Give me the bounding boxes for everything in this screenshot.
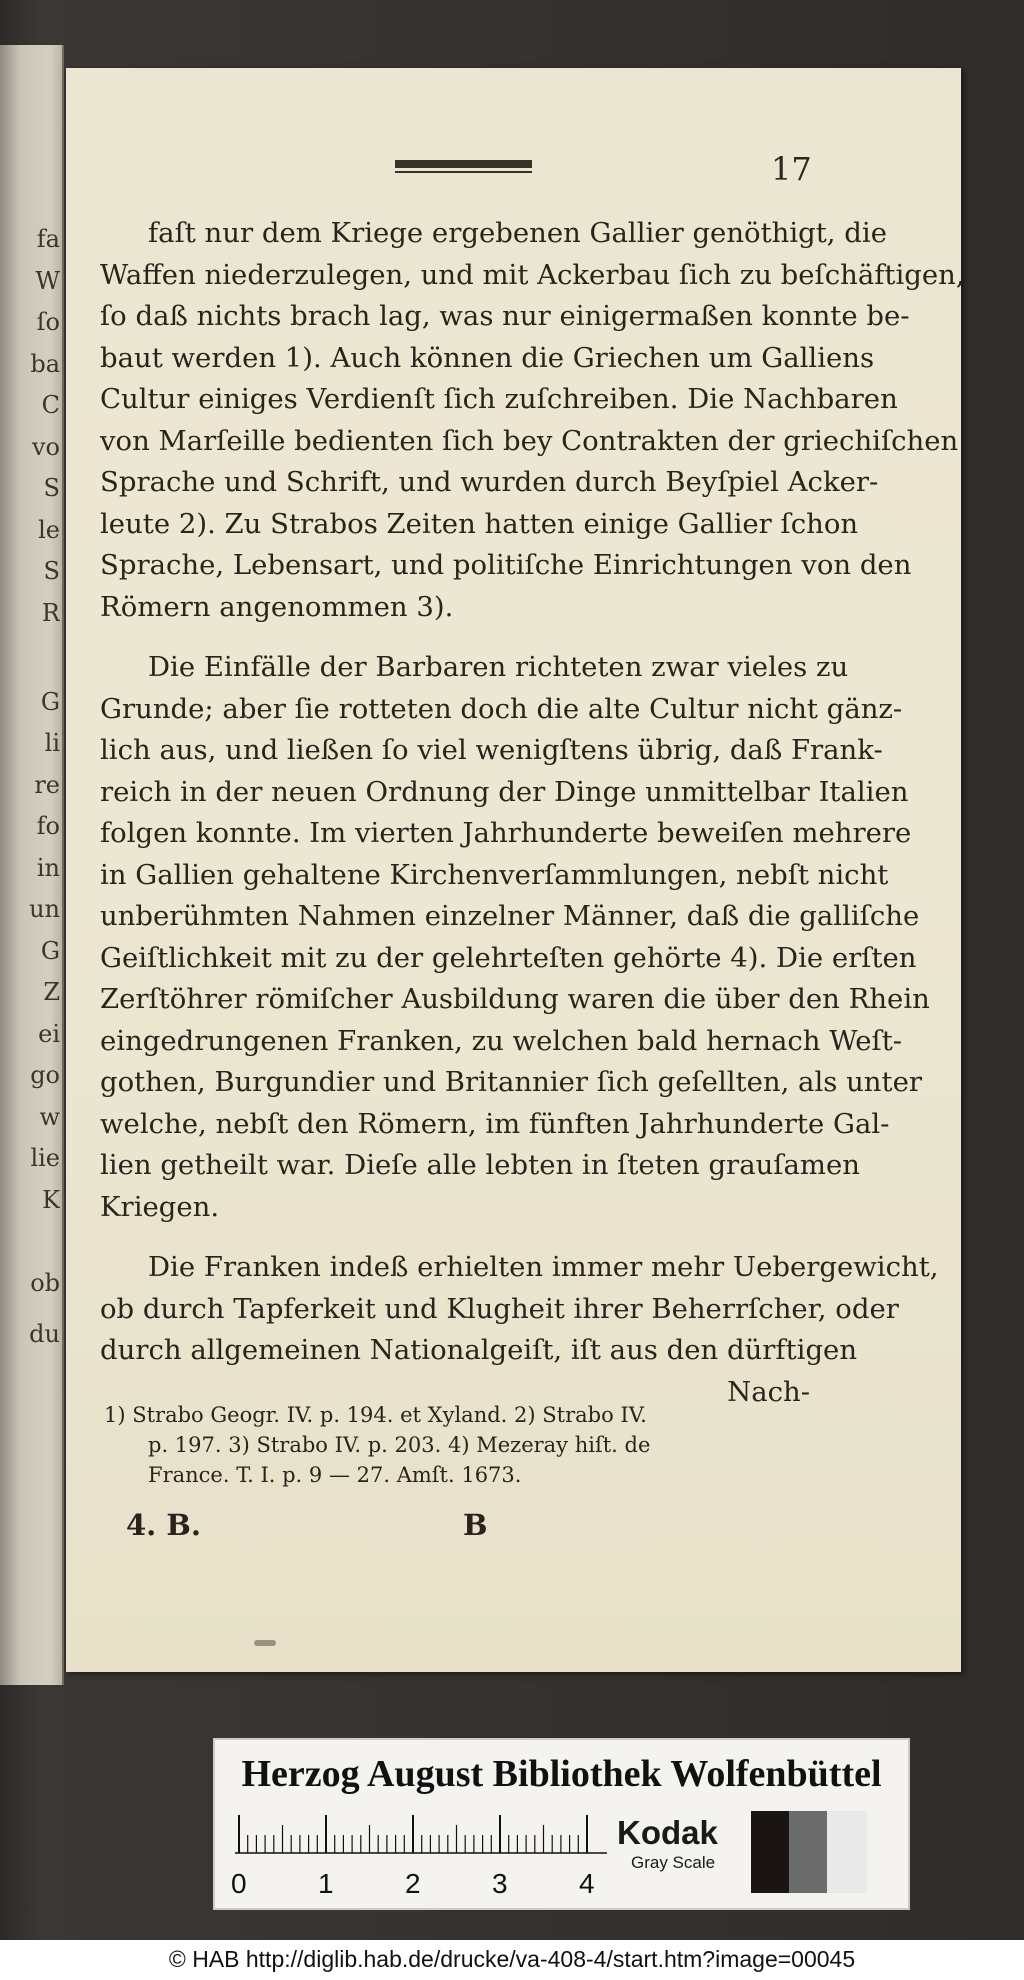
ruler-number: 4 [579,1868,595,1899]
facing-page-fragment: S [43,557,60,585]
copyright-credit: © HAB http://diglib.hab.de/drucke/va-408-4/start.htm?image=00045 [168,1946,856,1972]
text-line: Grunde; aber ſie rotteten doch die alte Cultur nicht gänz- [100,692,903,725]
text-line: folgen konnte. Im vierten Jahrhunderte beweiſen mehrere [100,817,912,849]
facing-page-fragment: fo [36,812,60,840]
facing-page-fragment: Z [43,978,60,1006]
facing-page-fragment: du [29,1320,60,1348]
facing-page-fragment: re [34,770,60,799]
facing-page-fragment: R [41,598,60,627]
page-number: 17 [771,150,812,188]
text-line: von Marſeille bedienten ſich bey Contrakten der griechiſchen [100,424,959,457]
footnotes [104,1400,810,1490]
library-title: Herzog August Bibliothek Wolfenbüttel [241,1753,882,1795]
facing-page-fragment: ob [30,1268,60,1297]
text-line: in Gallien gehaltene Kirchenverſammlungen, nebſt nicht [100,858,889,891]
gray-patch-dark [751,1811,791,1893]
text-line: welche, nebſt den Römern, im fünften Jahrhunderte Gal- [100,1107,890,1140]
gray-patch-light [827,1811,867,1893]
facing-page-fragment: li [44,729,60,757]
text-line: Sprache, Lebensart, und politiſche Einrichtungen von den [100,549,912,581]
text-line: unberühmten Nahmen einzelner Männer, daß die galliſche [100,900,920,932]
facing-page-fragment: un [29,895,60,923]
ruler-scale [235,1813,607,1857]
text-line: Sprache und Schrift, und wurden durch Beyſpiel Acker- [100,466,879,498]
text-line: Waffen niederzulegen, und mit Ackerbau ſich zu beſchäftigen, [100,258,965,291]
text-line: Kriegen. [100,1190,220,1223]
facing-page-edge [0,45,64,1685]
facing-page-fragment: w [39,1102,60,1131]
text-line: lien getheilt war. Dieſe alle lebten in ſteten grauſamen [100,1149,860,1181]
text-line: lich aus, und ließen ſo viel wenigſtens übrig, daß Frank- [100,734,883,766]
paragraph-1 [100,213,965,628]
text-line: Geiſtlichkeit mit zu der gelehrteſten gehörte 4). Die erſten [100,941,917,974]
text-line: durch allgemeinen Nationalgeiſt, iſt aus den dürftigen [100,1334,858,1366]
paragraph-3 [100,1247,939,1372]
facing-page-fragment: G [40,687,60,716]
facing-page-fragment: fa [36,225,60,253]
facing-page-fragment: lie [30,1144,60,1172]
text-line: leute 2). Zu Strabos Zeiten hatten einige Gallier ſchon [100,507,859,540]
facing-page-fragment: go [30,1061,60,1089]
text-line: faſt nur dem Kriege ergebenen Gallier genöthigt, die [148,217,887,249]
facing-page-fragment: le [38,515,60,544]
ink-spot [254,1640,276,1646]
ruler-number: 1 [318,1868,334,1899]
kodak-logo: Kodak [617,1814,718,1851]
ruler-number: 3 [492,1868,508,1899]
facing-page-fragment: W [35,266,60,295]
footnote-line: p. 197. 3) Strabo IV. p. 203. 4) Mezeray hiſt. de [148,1433,651,1457]
text-line: ob durch Tapferkeit und Klugheit ihrer Beherrſcher, oder [100,1292,899,1325]
body-text [100,213,965,1413]
facing-page-fragment: vo [31,432,60,461]
sheet-mark: B [463,1508,488,1542]
facing-page-fragment: ſo [36,308,60,336]
facing-page-fragment: in [36,853,60,882]
color-target-card [213,1738,910,1910]
facing-page-fragment: G [40,936,60,965]
text-line: Römern angenommen 3). [100,590,454,623]
gray-scale-label: Gray Scale [631,1853,716,1872]
footnote-line: 1) Strabo Geogr. IV. p. 194. et Xyland. 2) Strabo IV. [104,1403,647,1427]
facing-page-fragment: ba [30,349,60,378]
text-line: Die Einfälle der Barbaren richteten zwar vieles zu [148,651,849,683]
footer-bar [0,1940,1024,1980]
paragraph-2 [100,647,930,1228]
gray-patch-mid [789,1811,829,1893]
catchword: Nach- [727,1375,810,1408]
text-line: gothen, Burgundier und Britannier ſich geſellten, als unter [100,1066,922,1098]
text-line: Die Franken indeß erhielten immer mehr Uebergewicht, [148,1251,939,1283]
gray-scale-patches [751,1811,867,1893]
book-page [66,68,965,1672]
text-line: reich in der neuen Ordnung der Dinge unmittelbar Italien [100,775,909,808]
signature-mark: 4. B. [126,1508,201,1542]
facing-page-fragment: ei [38,1019,60,1048]
header-rule [395,160,532,168]
facing-page-fragment: C [41,391,60,419]
text-line: baut werden 1). Auch können die Griechen um Galliens [100,341,875,374]
text-line: ſo daß nichts brach lag, was nur einigermaßen konnte be- [100,300,910,332]
facing-page-fragment: K [42,1185,60,1214]
ruler-number: 0 [231,1868,247,1899]
footnote-line: France. T. I. p. 9 — 27. Amſt. 1673. [148,1463,522,1487]
text-line: Cultur einiges Verdienſt ſich zuſchreiben. Die Nachbaren [100,383,898,415]
text-line: eingedrungenen Franken, zu welchen bald hernach Weſt- [100,1024,903,1057]
text-line: Zerſtöhrer römiſcher Ausbildung waren die über den Rhein [100,983,930,1015]
ruler-number: 2 [405,1868,421,1899]
facing-page-fragment: S [43,474,60,502]
ruler-numbers [229,1868,649,1900]
